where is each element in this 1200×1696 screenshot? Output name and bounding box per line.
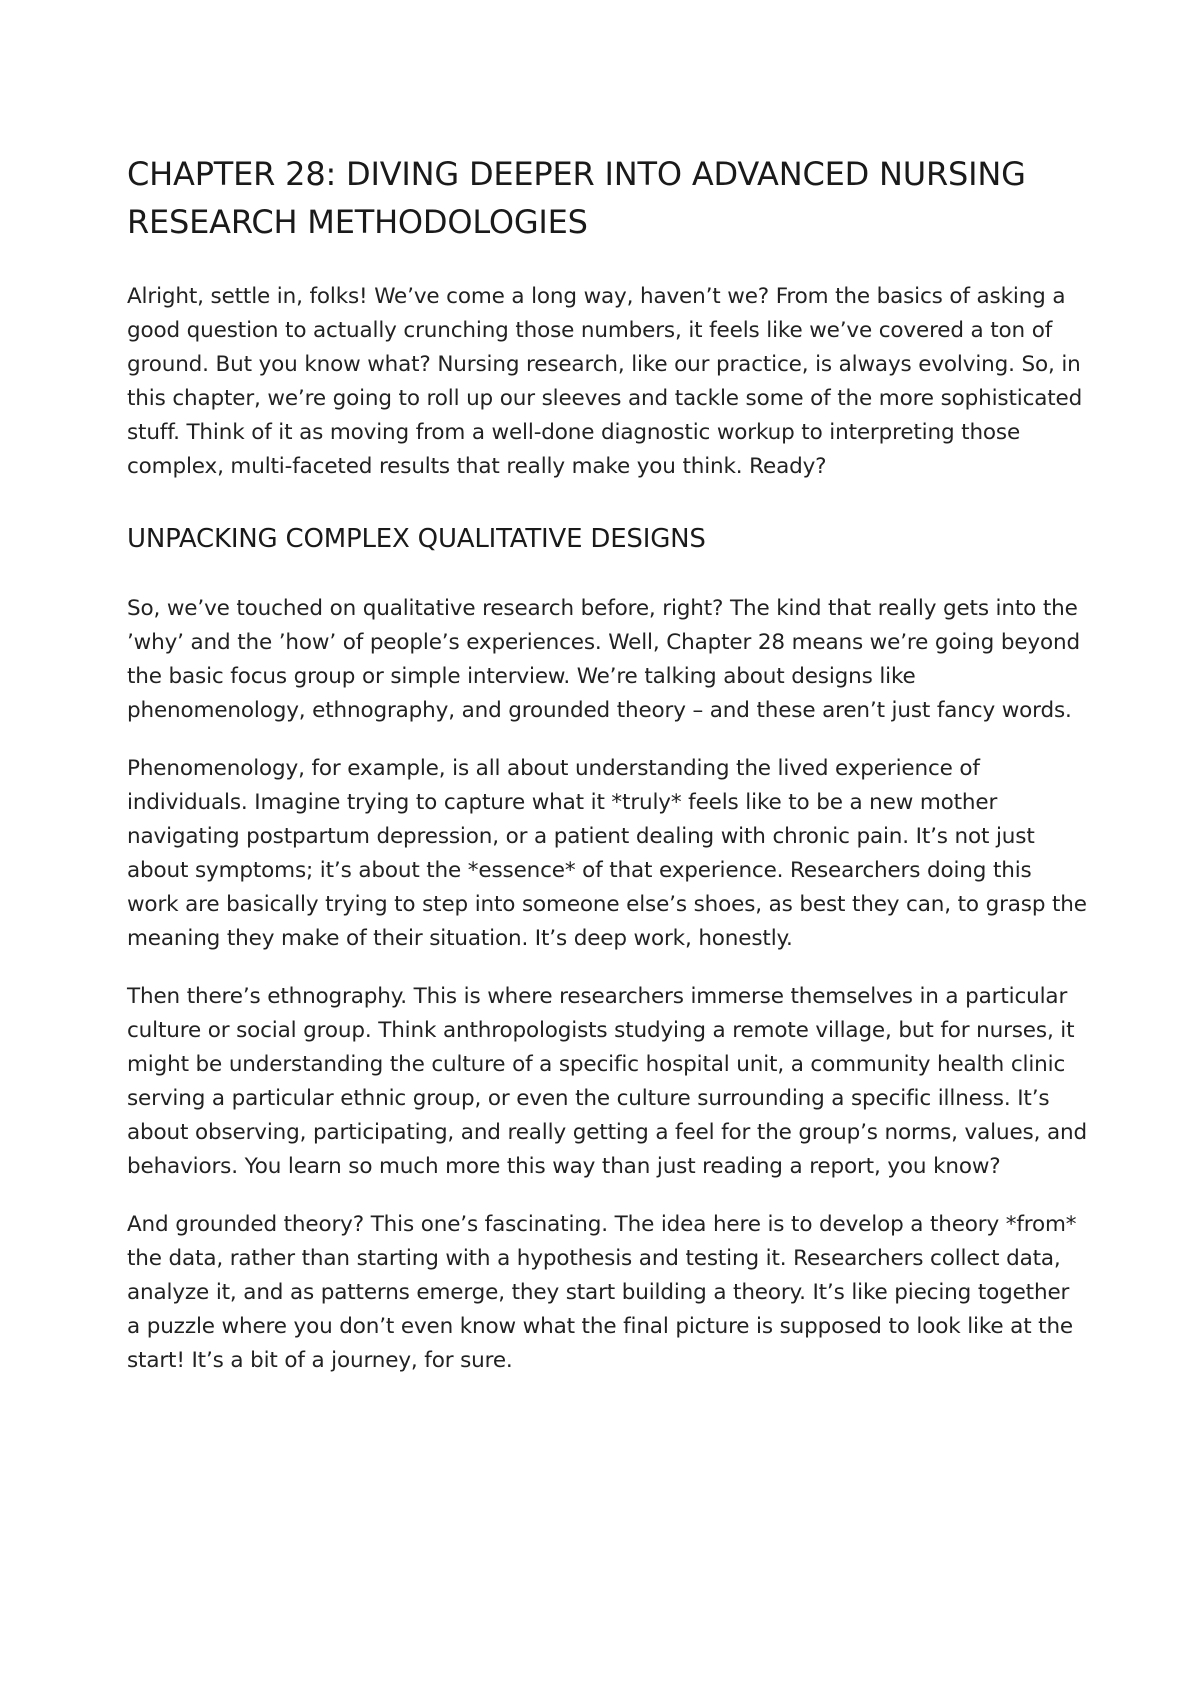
body-paragraph: And grounded theory? This one’s fascinating. The idea here is to develop a theory *from* the data, rather than starting with a hypothesis and testing it. Researchers collect data, analyze it, and as patterns emerge, they start building a theory. It’s like piecing together a puzzle where you don’t even know what the final picture is supposed to look like at the start! It’s a bit of a journey, for sure. (127, 1212, 1077, 1373)
chapter-title: CHAPTER 28: DIVING DEEPER INTO ADVANCED NURSING RESEARCH METHODOLOGIES (127, 155, 1026, 241)
body-paragraph: Then there’s ethnography. This is where researchers immerse themselves in a particular culture or social group. Think anthropologists studying a remote village, but for nurses, it might be understanding the culture of a specific hospital unit, a community health clinic serving a particular ethnic group, or even the culture surrounding a specific illness. It’s about observing, participating, and really getting a feel for the group’s norms, values, and behaviors. You learn so much more this way than just reading a report, you know? (127, 984, 1087, 1179)
body-paragraph: Phenomenology, for example, is all about understanding the lived experience of individuals. Imagine trying to capture what it *truly* feels like to be a new mother navigating postpartum depression, or a patient dealing with chronic pain. It’s not just about symptoms; it’s about the *essence* of that experience. Researchers doing this work are basically trying to step into someone else’s shoes, as best they can, to grasp the meaning they make of their situation. It’s deep work, honestly. (127, 756, 1087, 951)
section-heading: UNPACKING COMPLEX QUALITATIVE DESIGNS (127, 524, 706, 554)
intro-paragraph: Alright, settle in, folks! We’ve come a long way, haven’t we? From the basics of asking a good question to actually crunching those numbers, it feels like we’ve covered a ton of ground. But you know what? Nursing research, like our practice, is always evolving. So, in this chapter, we’re going to roll up our sleeves and tackle some of the more sophisticated stuff. Think of it as moving from a well-done diagnostic workup to interpreting those complex, multi-faceted results that really make you think. Ready? (127, 284, 1083, 479)
document-page (127, 150, 1087, 1378)
body-paragraph: So, we’ve touched on qualitative research before, right? The kind that really gets into the ’why’ and the ’how’ of people’s experiences. Well, Chapter 28 means we’re going beyond the basic focus group or simple interview. We’re talking about designs like phenomenology, ethnography, and grounded theory – and these aren’t just fancy words. (127, 596, 1080, 723)
